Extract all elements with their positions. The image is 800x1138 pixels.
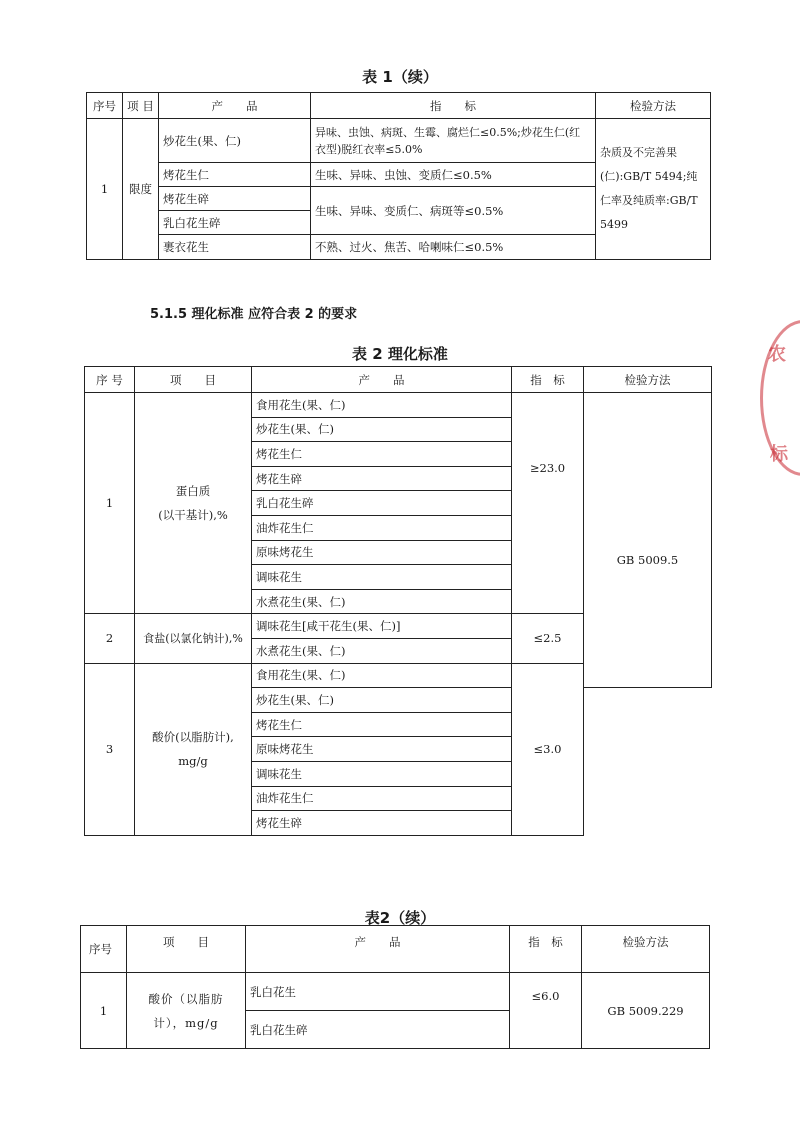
t3-product: 乳白花生碎 — [246, 1011, 510, 1049]
t2-header-method: 检验方法 — [584, 367, 712, 393]
t2-item-main: 酸价(以脂肪计), — [152, 730, 234, 745]
t2-item-sub: (以干基计),% — [158, 508, 228, 523]
t2-item-sub: mg/g — [178, 754, 208, 769]
t1-indicator: 生味、异味、虫蚀、变质仁≤0.5% — [311, 163, 596, 187]
t2-product: 原味烤花生 — [252, 737, 512, 762]
t2-product: 水煮花生(果、仁) — [252, 638, 512, 663]
t1-product: 烤花生碎 — [159, 187, 311, 211]
t2-indicator: ≥23.0 — [512, 393, 584, 614]
t1-item: 限度 — [123, 119, 159, 260]
t2-product: 调味花生 — [252, 761, 512, 786]
t2-product: 烤花生仁 — [252, 712, 512, 737]
t2-product: 食用花生(果、仁) — [252, 393, 512, 418]
stamp-char: 农 — [768, 344, 786, 365]
t3-product: 乳白花生 — [246, 973, 510, 1011]
table3-title: 表2（续） — [364, 909, 436, 927]
t2-product: 乳白花生碎 — [252, 491, 512, 516]
table2 — [84, 366, 712, 836]
t1-header-method: 检验方法 — [596, 93, 711, 119]
t1-indicator: 生味、异味、变质仁、病斑等≤0.5% — [311, 187, 596, 235]
t2-index: 2 — [85, 614, 135, 663]
t2-header-item: 项 目 — [135, 367, 252, 393]
t1-product: 裹衣花生 — [159, 235, 311, 260]
t2-indicator: ≤3.0 — [512, 663, 584, 835]
table3 — [80, 925, 710, 1049]
t3-header-index: 序号 — [81, 926, 127, 973]
t1-header-index: 序号 — [87, 93, 123, 119]
t3-header-product: 产 品 — [246, 926, 510, 973]
t2-index: 3 — [85, 663, 135, 835]
t2-product: 烤花生碎 — [252, 466, 512, 491]
t3-method: GB 5009.229 — [582, 973, 710, 1049]
t1-indicator: 异味、虫蚀、病斑、生霉、腐烂仁≤0.5%;炒花生仁(红 衣型)脱红衣率≤5.0% — [311, 119, 596, 163]
t1-product: 烤花生仁 — [159, 163, 311, 187]
t2-header-index: 序 号 — [85, 367, 135, 393]
t2-header-product: 产 品 — [252, 367, 512, 393]
t2-item: 食盐(以氯化钠计),% — [135, 614, 252, 663]
t3-header-item: 项 目 — [127, 926, 246, 973]
t1-product: 乳白花生碎 — [159, 211, 311, 235]
t2-product: 食用花生(果、仁) — [252, 663, 512, 688]
t1-header-item: 项 目 — [123, 93, 159, 119]
t1-index: 1 — [87, 119, 123, 260]
t2-product: 油炸花生仁 — [252, 515, 512, 540]
t2-item — [135, 663, 252, 835]
t2-product: 原味烤花生 — [252, 540, 512, 565]
t2-method: GB 5009.5 — [584, 393, 712, 688]
section-heading: 5.1.5 理化标准 应符合表 2 的要求 — [150, 307, 358, 322]
t2-index: 1 — [85, 393, 135, 614]
t2-indicator: ≤2.5 — [512, 614, 584, 663]
t2-product: 调味花生 — [252, 565, 512, 590]
t2-product: 油炸花生仁 — [252, 786, 512, 811]
t1-product: 炒花生(果、仁) — [159, 119, 311, 163]
t3-header-indicator: 指 标 — [510, 926, 582, 973]
t1-header-indicator: 指 标 — [311, 93, 596, 119]
t1-indicator: 不熟、过火、焦苦、哈喇味仁≤0.5% — [311, 235, 596, 260]
t3-indicator: ≤6.0 — [510, 973, 582, 1049]
table2-title: 表 2 理化标准 — [352, 345, 448, 363]
stamp-char: 标 — [770, 444, 788, 465]
t3-index: 1 — [81, 973, 127, 1049]
t2-item-main: 蛋白质 — [175, 484, 211, 499]
t3-header-method: 检验方法 — [582, 926, 710, 973]
t2-product: 调味花生[咸干花生(果、仁)] — [252, 614, 512, 639]
t1-header-product: 产 品 — [159, 93, 311, 119]
t2-product: 炒花生(果、仁) — [252, 688, 512, 713]
t2-item — [135, 393, 252, 614]
t3-item: 酸价（以脂肪计），mg/g — [127, 973, 246, 1049]
t2-product: 烤花生仁 — [252, 442, 512, 467]
t2-header-indicator: 指 标 — [512, 367, 584, 393]
t1-method: 杂质及不完善果(仁):GB/T 5494;纯仁率及纯质率:GB/T 5499 — [596, 119, 711, 260]
t2-product: 炒花生(果、仁) — [252, 417, 512, 442]
table1 — [86, 92, 711, 260]
table1-title: 表 1（续） — [362, 68, 438, 86]
t2-product: 水煮花生(果、仁) — [252, 589, 512, 614]
t2-product: 烤花生碎 — [252, 811, 512, 836]
